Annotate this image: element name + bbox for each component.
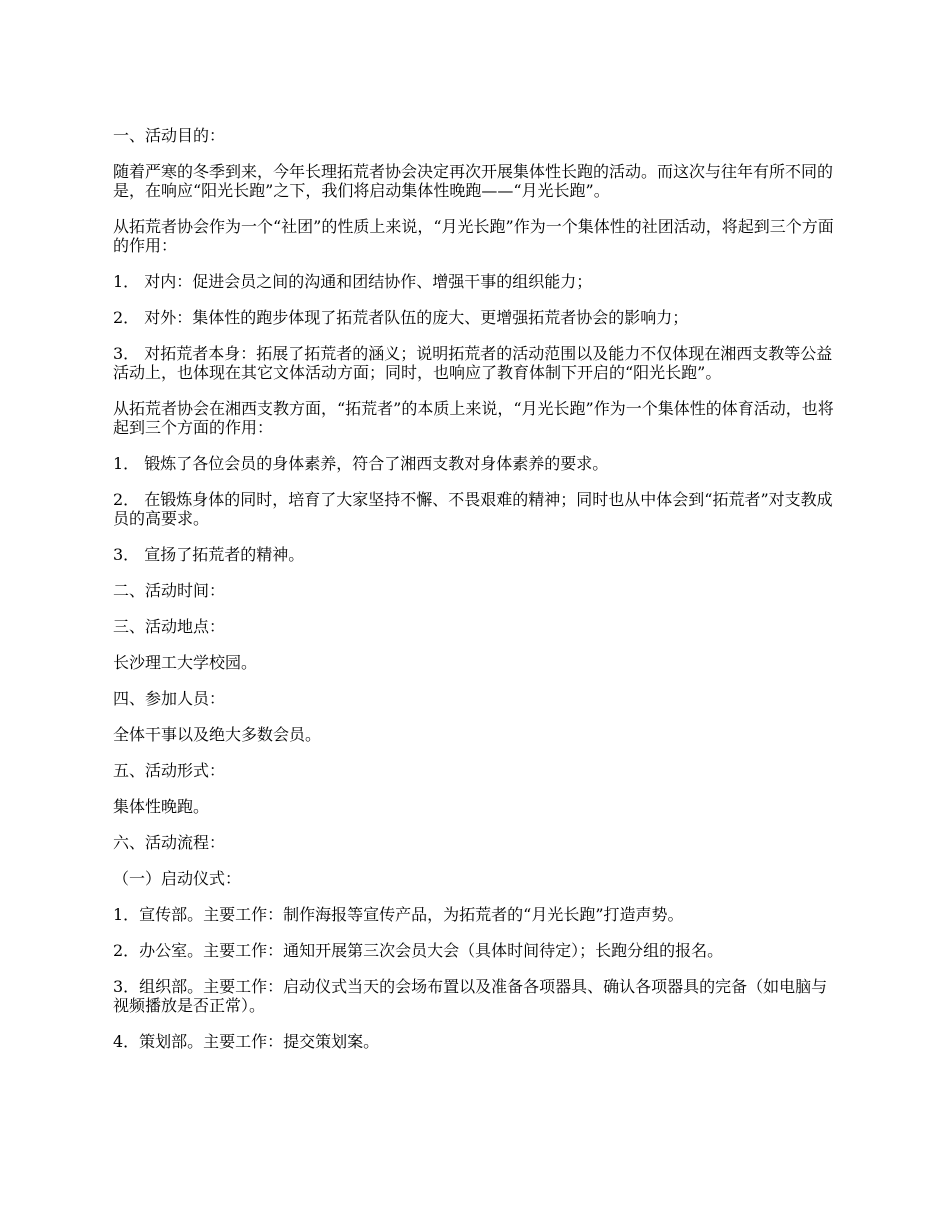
section-heading-format: 五、活动形式： [113,761,226,780]
paragraph: 随着严寒的冬季到来，今年长理拓荒者协会决定再次开展集体性长跑的活动。而这次与往年有所不同的是，在响应“阳光长跑”之下，我们将启动集体性晚跑——“月光长跑”。 [113,162,834,200]
subsection-heading: （一）启动仪式： [113,869,242,888]
list-item: 4．策划部。主要工作：提交策划案。 [113,1032,380,1051]
list-item: 2．办公室。主要工作：通知开展第三次会员大会（具体时间待定）；长跑分组的报名。 [113,941,724,960]
list-item: 3． 宣扬了拓荒者的精神。 [113,545,305,564]
list-item: 1．宣传部。主要工作：制作海报等宣传产品，为拓荒者的“月光长跑”打造声势。 [113,905,684,924]
section-heading-participants: 四、参加人员： [113,689,226,708]
section-heading-location: 三、活动地点： [113,617,226,636]
paragraph: 集体性晚跑。 [113,797,210,816]
list-item: 2． 在锻炼身体的同时，培育了大家坚持不懈、不畏艰难的精神；同时也从中体会到“拓荒者”对支教成员的高要求。 [113,490,833,528]
paragraph: 长沙理工大学校园。 [113,653,258,672]
list-item: 3．组织部。主要工作：启动仪式当天的会场布置以及准备各项器具、确认各项器具的完备（如电脑与视频播放是否正常）。 [113,977,828,1015]
section-heading-process: 六、活动流程： [113,833,226,852]
paragraph: 全体干事以及绝大多数会员。 [113,725,322,744]
document-body [113,126,843,1068]
section-heading-purpose: 一、活动目的： [113,126,226,145]
list-item: 2． 对外：集体性的跑步体现了拓荒者队伍的庞大、更增强拓荒者协会的影响力； [113,308,689,327]
list-item: 1． 对内：促进会员之间的沟通和团结协作、增强干事的组织能力； [113,272,593,291]
section-heading-time: 二、活动时间： [113,581,226,600]
list-item: 1． 锻炼了各位会员的身体素养，符合了湘西支教对身体素养的要求。 [113,454,609,473]
paragraph: 从拓荒者协会作为一个“社团”的性质上来说，“月光长跑”作为一个集体性的社团活动，将起到三个方面的作用： [113,217,834,255]
list-item: 3． 对拓荒者本身：拓展了拓荒者的涵义；说明拓荒者的活动范围以及能力不仅体现在湘西支教等公益活动上，也体现在其它文体活动方面；同时，也响应了教育体制下开启的“阳光长跑”。 [113,344,833,382]
paragraph: 从拓荒者协会在湘西支教方面，“拓荒者”的本质上来说，“月光长跑”作为一个集体性的体育活动，也将起到三个方面的作用： [113,399,834,437]
